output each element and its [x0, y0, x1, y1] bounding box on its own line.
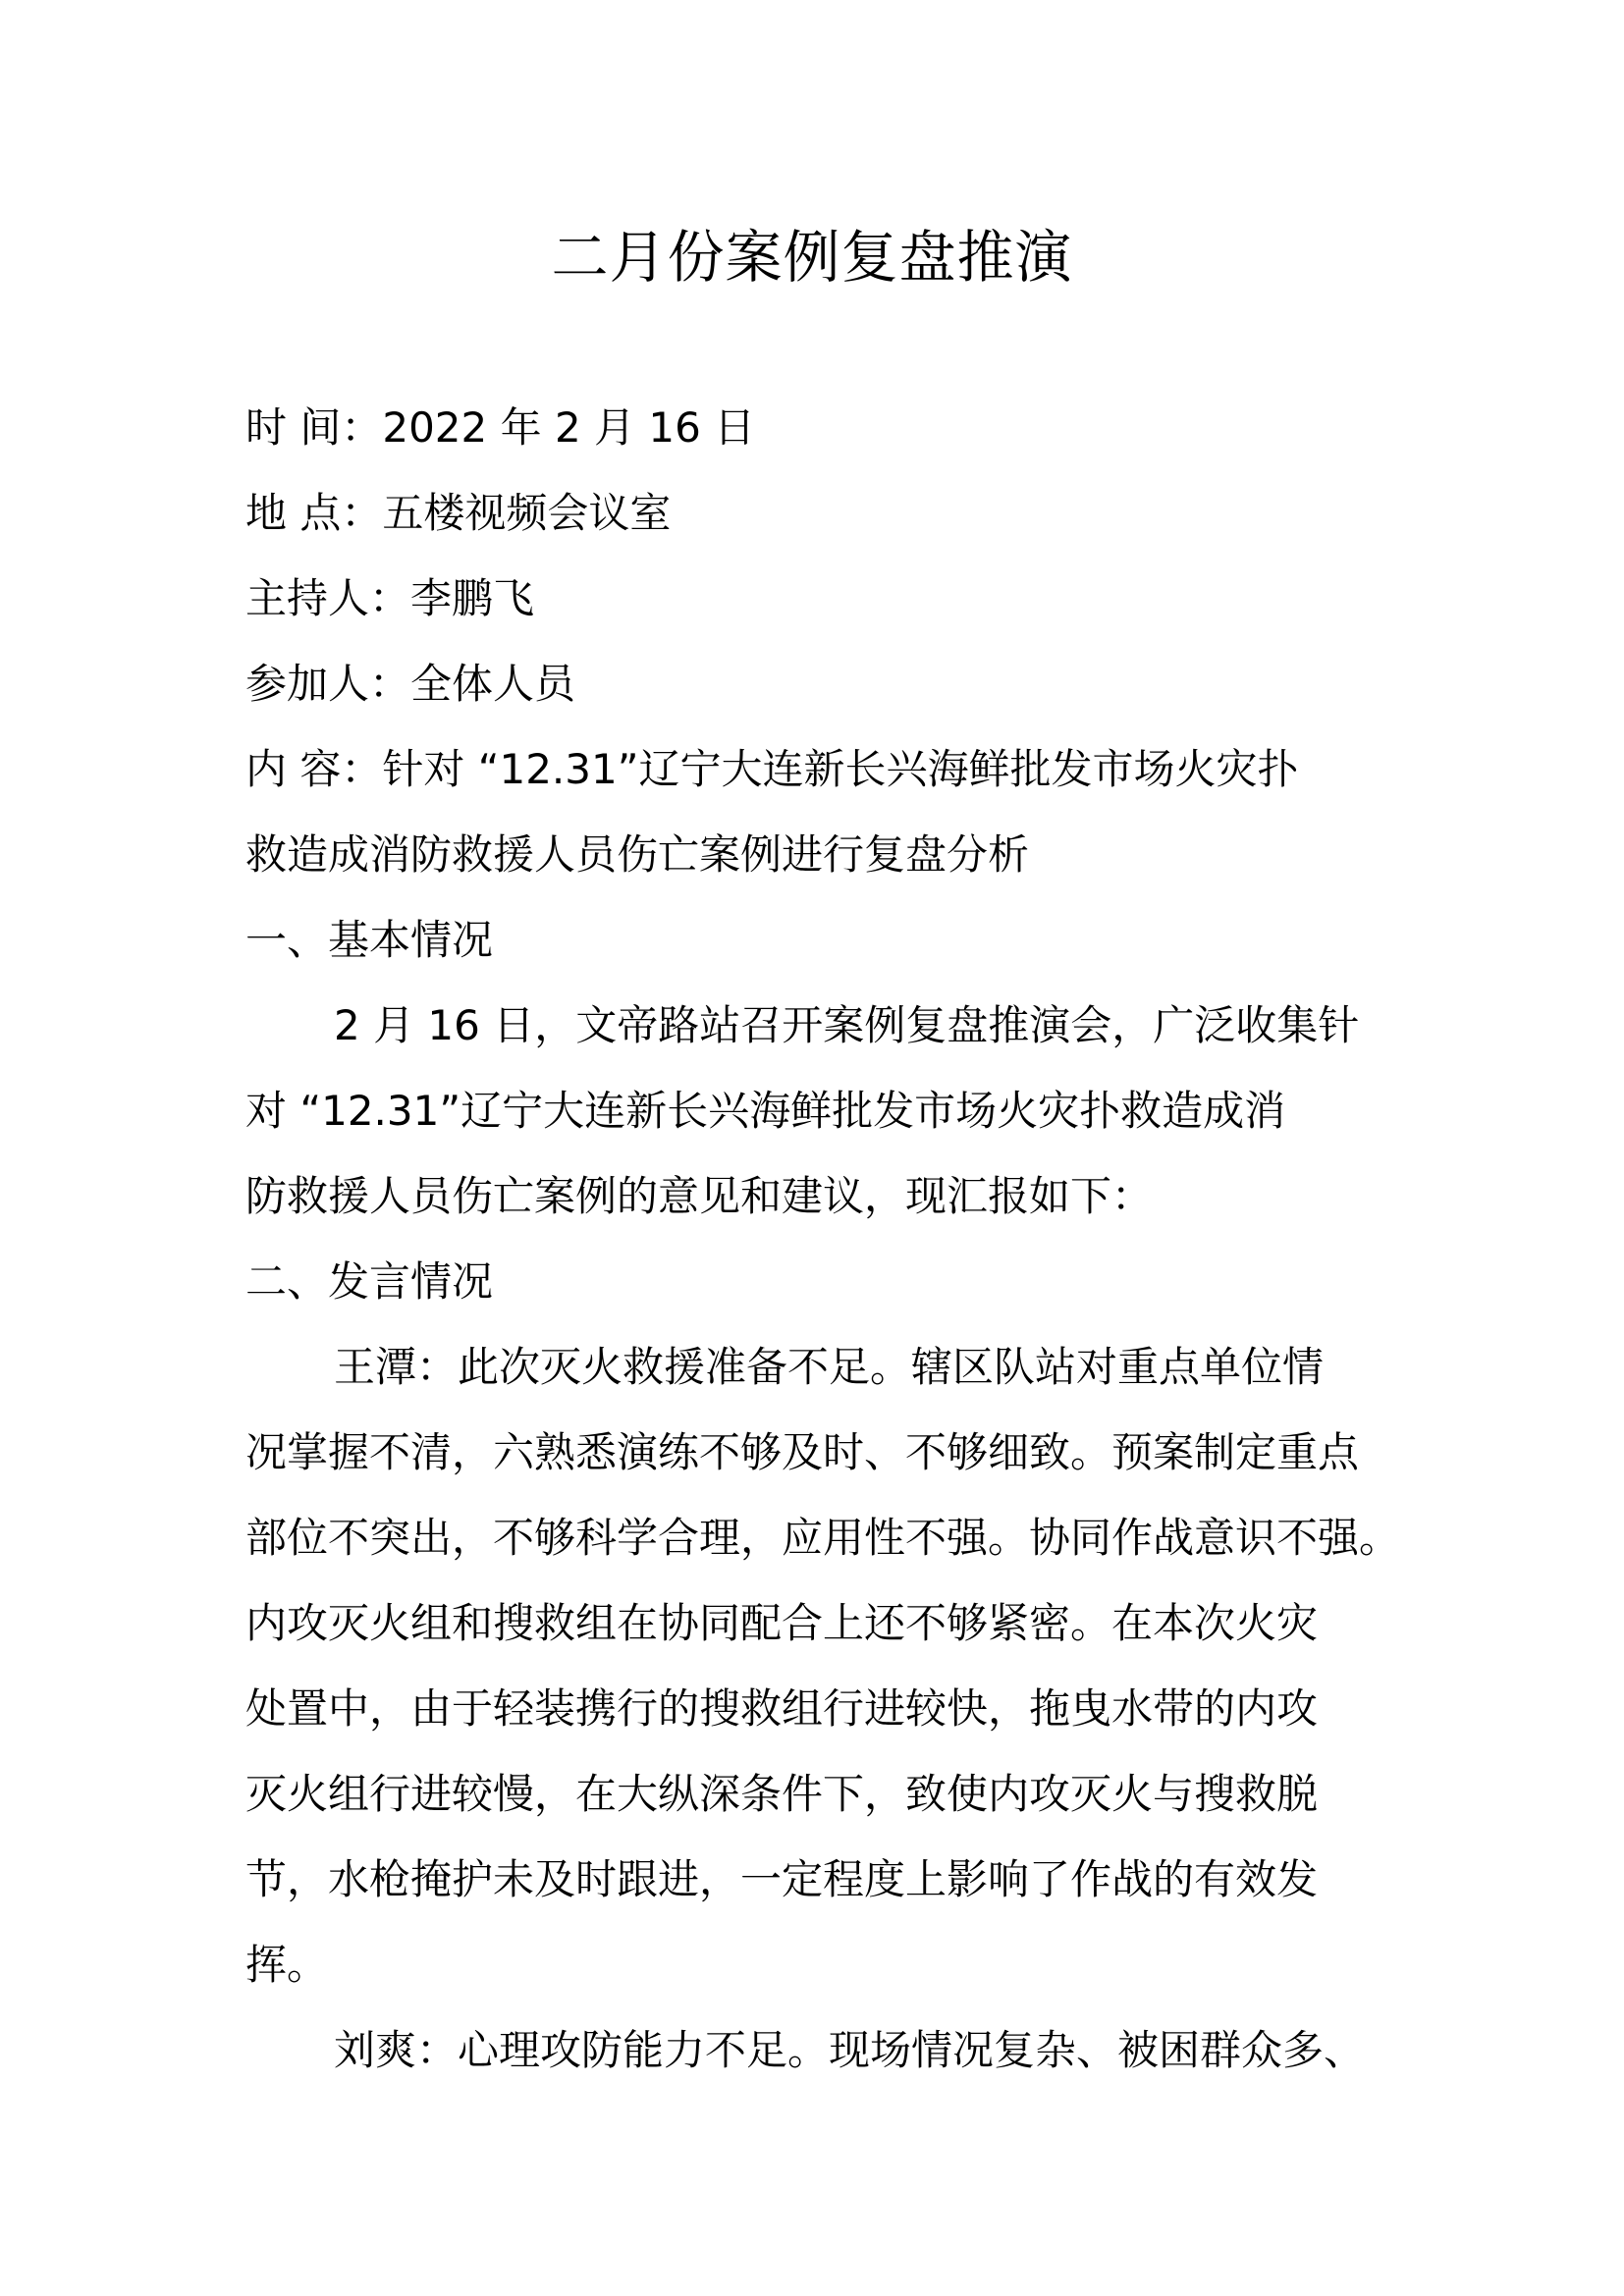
- meta-place-value: 五楼视频会议室: [382, 489, 672, 537]
- meta-time: [245, 399, 755, 457]
- meta-host-value: 李鹏飞: [410, 574, 535, 622]
- meta-place: [245, 484, 671, 543]
- paragraph-line: 部位不突出，不够科学合理，应用性不强。协同作战意识不强。: [245, 1514, 1401, 1562]
- paragraph-line: 对 “12.31”辽宁大连新长兴海鲜批发市场火灾扑救造成消: [245, 1087, 1286, 1135]
- paragraph-line: 况掌握不清，六熟悉演练不够及时、不够细致。预案制定重点: [245, 1428, 1360, 1476]
- paragraph-line: 内攻灭火组和搜救组在协同配合上还不够紧密。在本次火灾: [245, 1599, 1319, 1647]
- meta-content-line-1: 针对 “12.31”辽宁大连新长兴海鲜批发市场火灾扑: [382, 745, 1299, 793]
- paragraph-line: 挥。: [245, 1941, 329, 1989]
- meta-content-line-2: 救造成消防救援人员伤亡案例进行复盘分析: [245, 830, 1030, 879]
- paragraph-line: 处置中，由于轻装携行的搜救组行进较快，拖曳水带的内攻: [245, 1684, 1319, 1733]
- section-heading-basic: 一、基本情况: [245, 916, 494, 964]
- meta-host: [245, 569, 534, 628]
- meta-participants: [245, 655, 575, 714]
- meta-place-label: 地 点：: [245, 489, 383, 537]
- paragraph-line: 灭火组行进较慢，在大纵深条件下，致使内攻灭火与搜救脱: [245, 1770, 1319, 1818]
- meta-content-label: 内 容：: [245, 745, 383, 793]
- meta-time-label: 时 间：: [245, 403, 383, 452]
- meta-participants-label: 参加人：: [245, 660, 411, 708]
- paragraph-line: 刘爽：心理攻防能力不足。现场情况复杂、被困群众多、: [334, 2026, 1366, 2074]
- paragraph-line: 节，水枪掩护未及时跟进，一定程度上影响了作战的有效发: [245, 1855, 1319, 1903]
- paragraph-line: 防救援人员伤亡案例的意见和建议，现汇报如下：: [245, 1172, 1154, 1220]
- document-title: 二月份案例复盘推演: [551, 224, 1073, 291]
- meta-participants-value: 全体人员: [410, 660, 576, 708]
- meta-host-label: 主持人：: [245, 574, 411, 622]
- meta-content: [245, 740, 1298, 799]
- meta-time-value: 2022 年 2 月 16 日: [382, 403, 756, 452]
- paragraph-line: 2 月 16 日，文帝路站召开案例复盘推演会，广泛收集针: [334, 1001, 1360, 1049]
- section-heading-speeches: 二、发言情况: [245, 1257, 494, 1306]
- paragraph-line: 王潭：此次灭火救援准备不足。辖区队站对重点单位情: [334, 1343, 1325, 1391]
